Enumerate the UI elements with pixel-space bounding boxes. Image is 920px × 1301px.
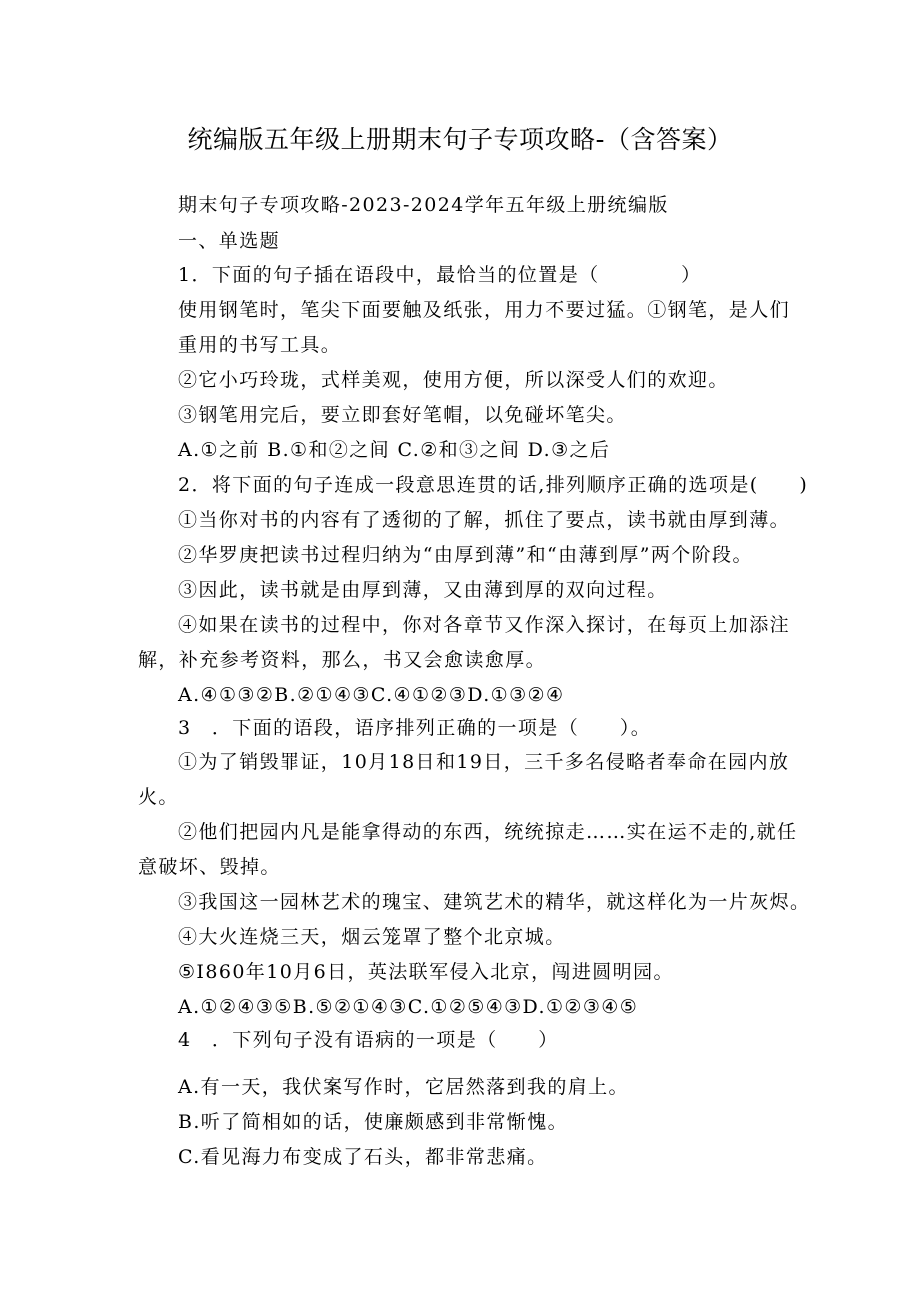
question-3-item: ④大火连烧三天，烟云笼罩了整个北京城。 <box>178 926 566 948</box>
question-4-option-c: C.看见海力布变成了石头，都非常悲痛。 <box>178 1146 548 1168</box>
question-2-item: ③因此，读书就是由厚到薄，又由薄到厚的双向过程。 <box>178 579 668 601</box>
question-4-option-a: A.有一天，我伏案写作时，它居然落到我的肩上。 <box>178 1076 629 1098</box>
question-3-item: 意破坏、毁掉。 <box>138 856 281 878</box>
question-3-options: A.①②④③⑤B.⑤②①④③C.①②⑤④③D.①②③④⑤ <box>178 996 639 1018</box>
question-3-item: ③我国这一园林艺术的瑰宝、建筑艺术的精华，就这样化为一片灰烬。 <box>178 891 811 913</box>
document-title: 统编版五年级上册期末句子专项攻略-（含答案） <box>187 125 733 154</box>
question-4-option-b: B.听了简相如的话，使廉颇感到非常惭愧。 <box>178 1111 569 1133</box>
question-1-stem: 1．下面的句子插在语段中，最恰当的位置是（ ） <box>178 264 702 286</box>
question-2-stem: 2．将下面的句子连成一段意思连贯的话,排列顺序正确的选项是( ) <box>178 474 809 496</box>
question-3-item: ⑤I860年10月6日，英法联军侵入北京，闯进圆明园。 <box>178 961 674 983</box>
question-1-item: ②它小巧玲珑，式样美观，使用方便，所以深受人们的欢迎。 <box>178 369 729 391</box>
subtitle: 期末句子专项攻略-2023-2024学年五年级上册统编版 <box>178 194 669 216</box>
question-2-item: ④如果在读书的过程中，你对各章节又作深入探讨，在每页上加添注 <box>178 614 791 636</box>
section-heading: 一、单选题 <box>178 230 281 252</box>
question-4-stem: 4 ．下列句子没有语病的一项是（ ） <box>178 1029 559 1051</box>
question-3-item: ②他们把园内凡是能拿得动的东西，统统掠走……实在运不走的,就任 <box>178 821 798 843</box>
question-2-item: 解，补充参考资料，那么，书又会愈读愈厚。 <box>138 649 547 671</box>
question-3-item: 火。 <box>138 786 179 808</box>
question-2-options: A.④①③②B.②①④③C.④①②③D.①③②④ <box>178 684 565 706</box>
question-2-item: ②华罗庚把读书过程归纳为“由厚到薄”和“由薄到厚”两个阶段。 <box>178 544 753 566</box>
question-3-item: ①为了销毁罪证，10月18日和19日，三千多名侵略者奉命在园内放 <box>178 751 790 773</box>
question-2-item: ①当你对书的内容有了透彻的了解，抓住了要点，读书就由厚到薄。 <box>178 509 791 531</box>
question-3-stem: 3 ．下面的语段，语序排列正确的一项是（ ）。 <box>178 717 652 739</box>
question-1-item: ③钢笔用完后，要立即套好笔帽，以免碰坏笔尖。 <box>178 404 627 426</box>
question-1-passage-line: 重用的书写工具。 <box>178 334 342 356</box>
question-1-passage-line: 使用钢笔时，笔尖下面要触及纸张，用力不要过猛。①钢笔，是人们 <box>178 299 791 321</box>
question-1-options: A.①之前 B.①和②之间 C.②和③之间 D.③之后 <box>178 439 611 461</box>
